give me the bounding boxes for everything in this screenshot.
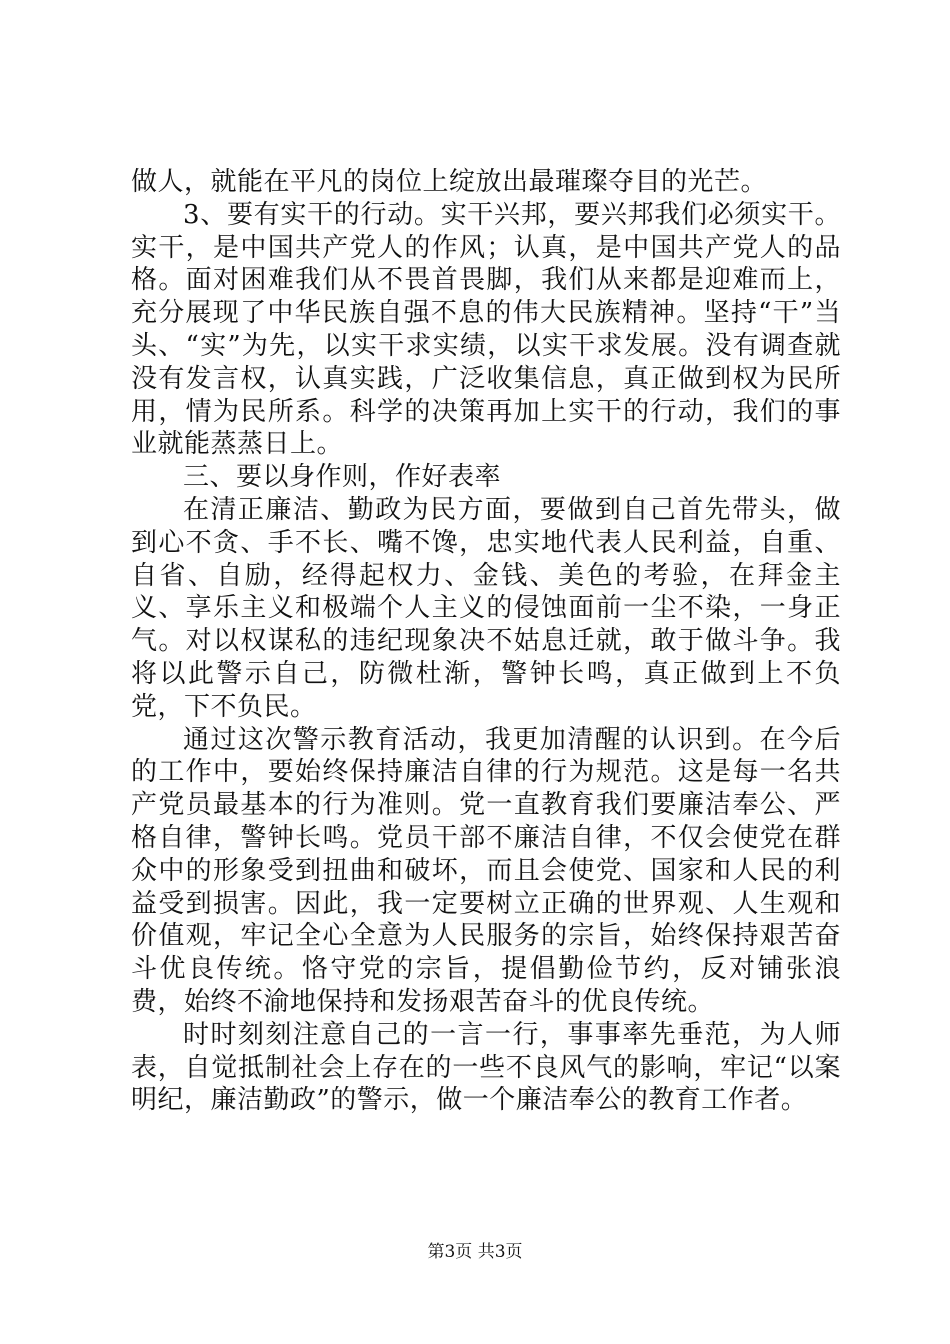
paragraph-practical-action: 3、要有实干的行动。实干兴邦，要兴邦我们必须实干。实干，是中国共产党人的作风；认真，是中国共产党人的品格。面对困难我们从不畏首畏脚，我们从来都是迎难而上，充分展现了中华民族自强不息的伟大民族精神。坚持“干”当头、“实”为先，以实干求实绩，以实干求发展。没有调查就没有发言权，认真实践，广泛收集信息，真正做到权为民所用，情为民所系。科学的决策再加上实干的行动，我们的事业就能蒸蒸日上。 — [131, 199, 841, 460]
section-heading: 三、要以身作则，作好表率 — [183, 462, 502, 493]
document-body — [131, 166, 841, 1117]
paragraph-integrity: 在清正廉洁、勤政为民方面，要做到自己首先带头，做到心不贪、手不长、嘴不馋，忠实地代表人民利益，自重、自省、自励，经得起权力、金钱、美色的考验，在拜金主义、享乐主义和极端个人主义的侵蚀面前一尘不染，一身正气。对以权谋私的违纪现象决不姑息迁就，敢于做斗争。我将以此警示自己，防微杜渐，警钟长鸣，真正做到上不负党，下不负民。 — [131, 494, 841, 722]
page-number-footer: 第3页 共3页 — [427, 1242, 523, 1262]
paragraph-conclusion: 时时刻刻注意自己的一言一行，事事率先垂范，为人师表，自觉抵制社会上存在的一些不良风气的影响，牢记“以案明纪，廉洁勤政”的警示，做一个廉洁奉公的教育工作者。 — [131, 1019, 841, 1116]
paragraph-continuation: 做人，就能在平凡的岗位上绽放出最璀璨夺目的光芒。 — [131, 167, 768, 197]
paragraph-warning-education: 通过这次警示教育活动，我更加清醒的认识到。在今后的工作中，要始终保持廉洁自律的行为规范。这是每一名共产党员最基本的行为准则。党一直教育我们要廉洁奉公、严格自律，警钟长鸣。党员干部不廉洁自律，不仅会使党在群众中的形象受到扭曲和破坏，而且会使党、国家和人民的利益受到损害。因此，我一定要树立正确的世界观、人生观和价值观，牢记全心全意为人民服务的宗旨，始终保持艰苦奋斗优良传统。恪守党的宗旨，提倡勤俭节约，反对铺张浪费，始终不渝地保持和发扬艰苦奋斗的优良传统。 — [131, 724, 841, 1017]
